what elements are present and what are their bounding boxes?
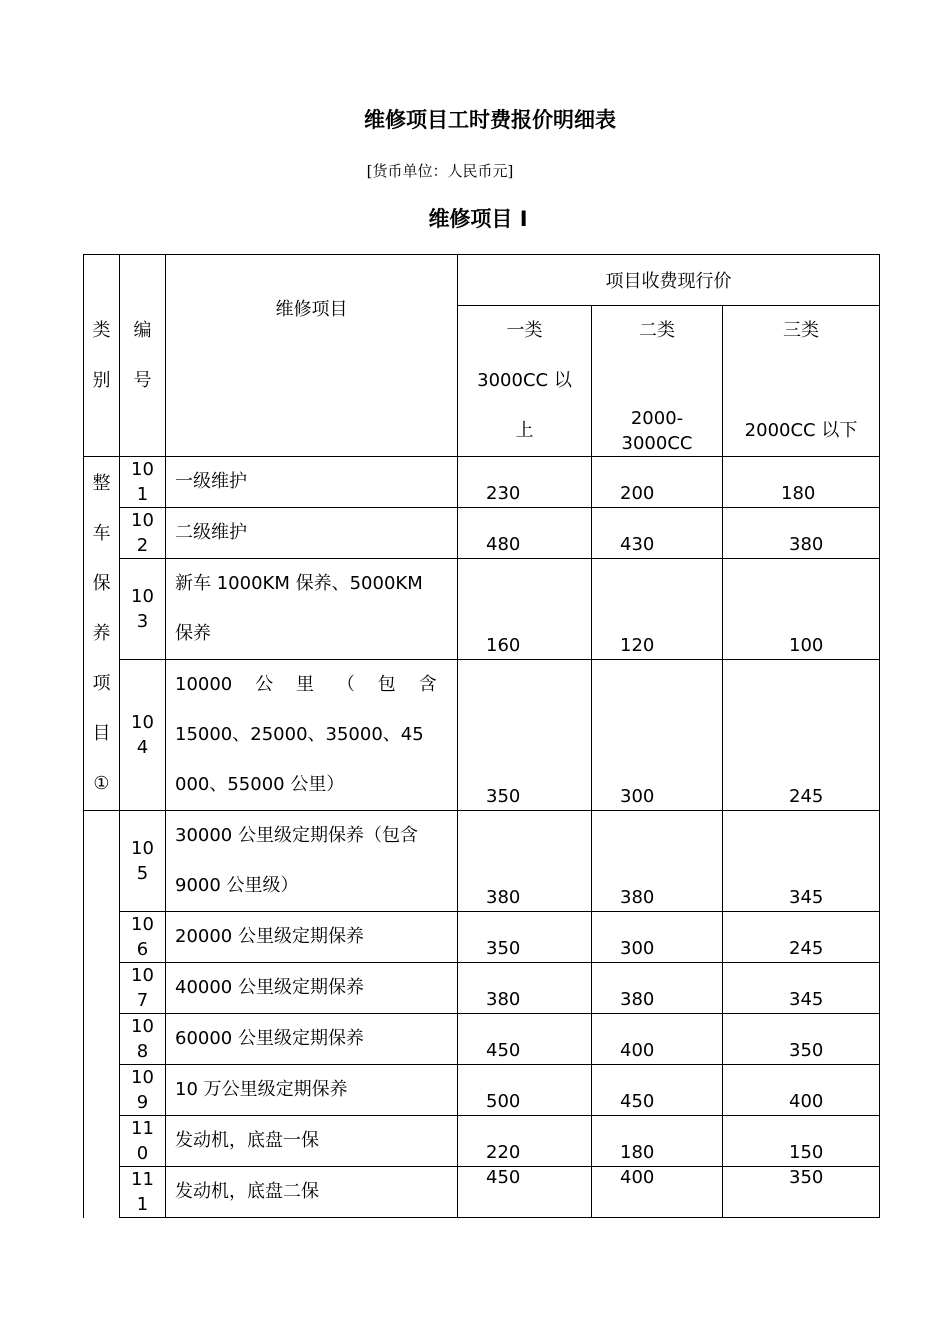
row-number: 11 0: [120, 1116, 166, 1167]
table-row: [84, 811, 880, 912]
row-number: 10 7: [120, 963, 166, 1014]
category-char: 项: [92, 673, 111, 694]
category-char: ①: [93, 773, 110, 794]
row-price-class3: 245: [723, 660, 880, 811]
row-number: 10 8: [120, 1014, 166, 1065]
header-number-char: 编: [133, 319, 152, 341]
row-price-class2: 300: [592, 912, 723, 963]
header-price-group: 项目收费现行价: [458, 255, 880, 306]
row-price-class3: 100: [723, 559, 880, 660]
row-number: 11 1: [120, 1167, 166, 1218]
row-price-class1: 160: [458, 559, 592, 660]
row-item: 发动机，底盘一保: [166, 1116, 458, 1167]
category-cell: [84, 457, 120, 811]
row-price-class3: 345: [723, 811, 880, 912]
row-item: 一级维护: [166, 457, 458, 508]
row-item: 10000 公 里 （ 包 含 15000、25000、35000、45 000、55000 公里）: [166, 660, 458, 811]
row-price-class2: 450: [592, 1065, 723, 1116]
table-row: [84, 559, 880, 660]
table-row: [84, 1065, 880, 1116]
row-price-class1: 380: [458, 963, 592, 1014]
header-class2: [592, 306, 723, 457]
row-price-class1: 220: [458, 1116, 592, 1167]
row-price-class2: 380: [592, 963, 723, 1014]
row-price-class3: 400: [723, 1065, 880, 1116]
row-price-class1: 380: [458, 811, 592, 912]
table-row: [84, 963, 880, 1014]
row-number: 10 2: [120, 508, 166, 559]
row-price-class2: 120: [592, 559, 723, 660]
table-row: [84, 1167, 880, 1218]
row-number: 10 3: [120, 559, 166, 660]
header-class1-desc: 3000CC 以 上: [477, 370, 572, 441]
row-price-class3: 350: [723, 1167, 880, 1218]
document-title: 维修项目工时费报价明细表: [364, 108, 616, 132]
category-char: 整: [92, 473, 111, 494]
header-class3: [723, 306, 880, 457]
category-char: 目: [92, 723, 111, 744]
row-price-class1: 480: [458, 508, 592, 559]
row-price-class3: 345: [723, 963, 880, 1014]
price-table: [83, 254, 880, 1218]
category-char: 车: [92, 523, 111, 544]
row-number: 10 1: [120, 457, 166, 508]
row-price-class3: 350: [723, 1014, 880, 1065]
header-class2-label: 二类: [639, 320, 675, 341]
header-number-char: 号: [133, 369, 152, 391]
row-price-class1: 450: [458, 1014, 592, 1065]
row-price-class2: 300: [592, 660, 723, 811]
row-price-class3: 380: [723, 508, 880, 559]
header-number: [120, 255, 166, 457]
table-row: [84, 912, 880, 963]
row-item: 40000 公里级定期保养: [166, 963, 458, 1014]
header-class3-label: 三类: [783, 320, 819, 341]
header-category-char: 别: [92, 369, 111, 391]
row-price-class2: 400: [592, 1167, 723, 1218]
header-class2-desc: 2000- 3000CC: [621, 408, 693, 454]
row-number: 10 4: [120, 660, 166, 811]
header-category: [84, 255, 120, 457]
row-price-class3: 180: [723, 457, 880, 508]
row-item: 10 万公里级定期保养: [166, 1065, 458, 1116]
header-class1-label: 一类: [506, 320, 543, 341]
row-price-class1: 500: [458, 1065, 592, 1116]
row-price-class2: 380: [592, 811, 723, 912]
row-price-class1: 350: [458, 912, 592, 963]
row-item: 二级维护: [166, 508, 458, 559]
header-class3-desc: 2000CC 以下: [744, 420, 858, 441]
row-price-class1: 230: [458, 457, 592, 508]
row-price-class3: 245: [723, 912, 880, 963]
row-price-class2: 430: [592, 508, 723, 559]
category-char: 养: [92, 623, 111, 644]
table-row: [84, 660, 880, 811]
row-item: 新车 1000KM 保养、5000KM 保养: [166, 559, 458, 660]
row-item: 30000 公里级定期保养（包含 9000 公里级）: [166, 811, 458, 912]
row-price-class2: 180: [592, 1116, 723, 1167]
row-price-class3: 150: [723, 1116, 880, 1167]
row-price-class2: 200: [592, 457, 723, 508]
table-row: [84, 1116, 880, 1167]
row-number: 10 6: [120, 912, 166, 963]
row-price-class2: 400: [592, 1014, 723, 1065]
table-row: [84, 1014, 880, 1065]
row-item: 20000 公里级定期保养: [166, 912, 458, 963]
category-char: 保: [92, 573, 111, 594]
currency-unit-note: [货币单位：人民币元]: [366, 162, 514, 180]
header-class1: [458, 306, 592, 457]
category-cell-continued: [84, 811, 120, 1218]
row-price-class1: 450: [458, 1167, 592, 1218]
table-row: [84, 508, 880, 559]
row-number: 10 5: [120, 811, 166, 912]
table-row: [84, 457, 880, 508]
header-item: 维修项目: [166, 255, 458, 457]
row-number: 10 9: [120, 1065, 166, 1116]
header-category-char: 类: [92, 319, 111, 341]
row-item: 60000 公里级定期保养: [166, 1014, 458, 1065]
row-price-class1: 350: [458, 660, 592, 811]
row-item: 发动机，底盘二保: [166, 1167, 458, 1218]
section-heading: 维修项目 I: [428, 207, 528, 231]
